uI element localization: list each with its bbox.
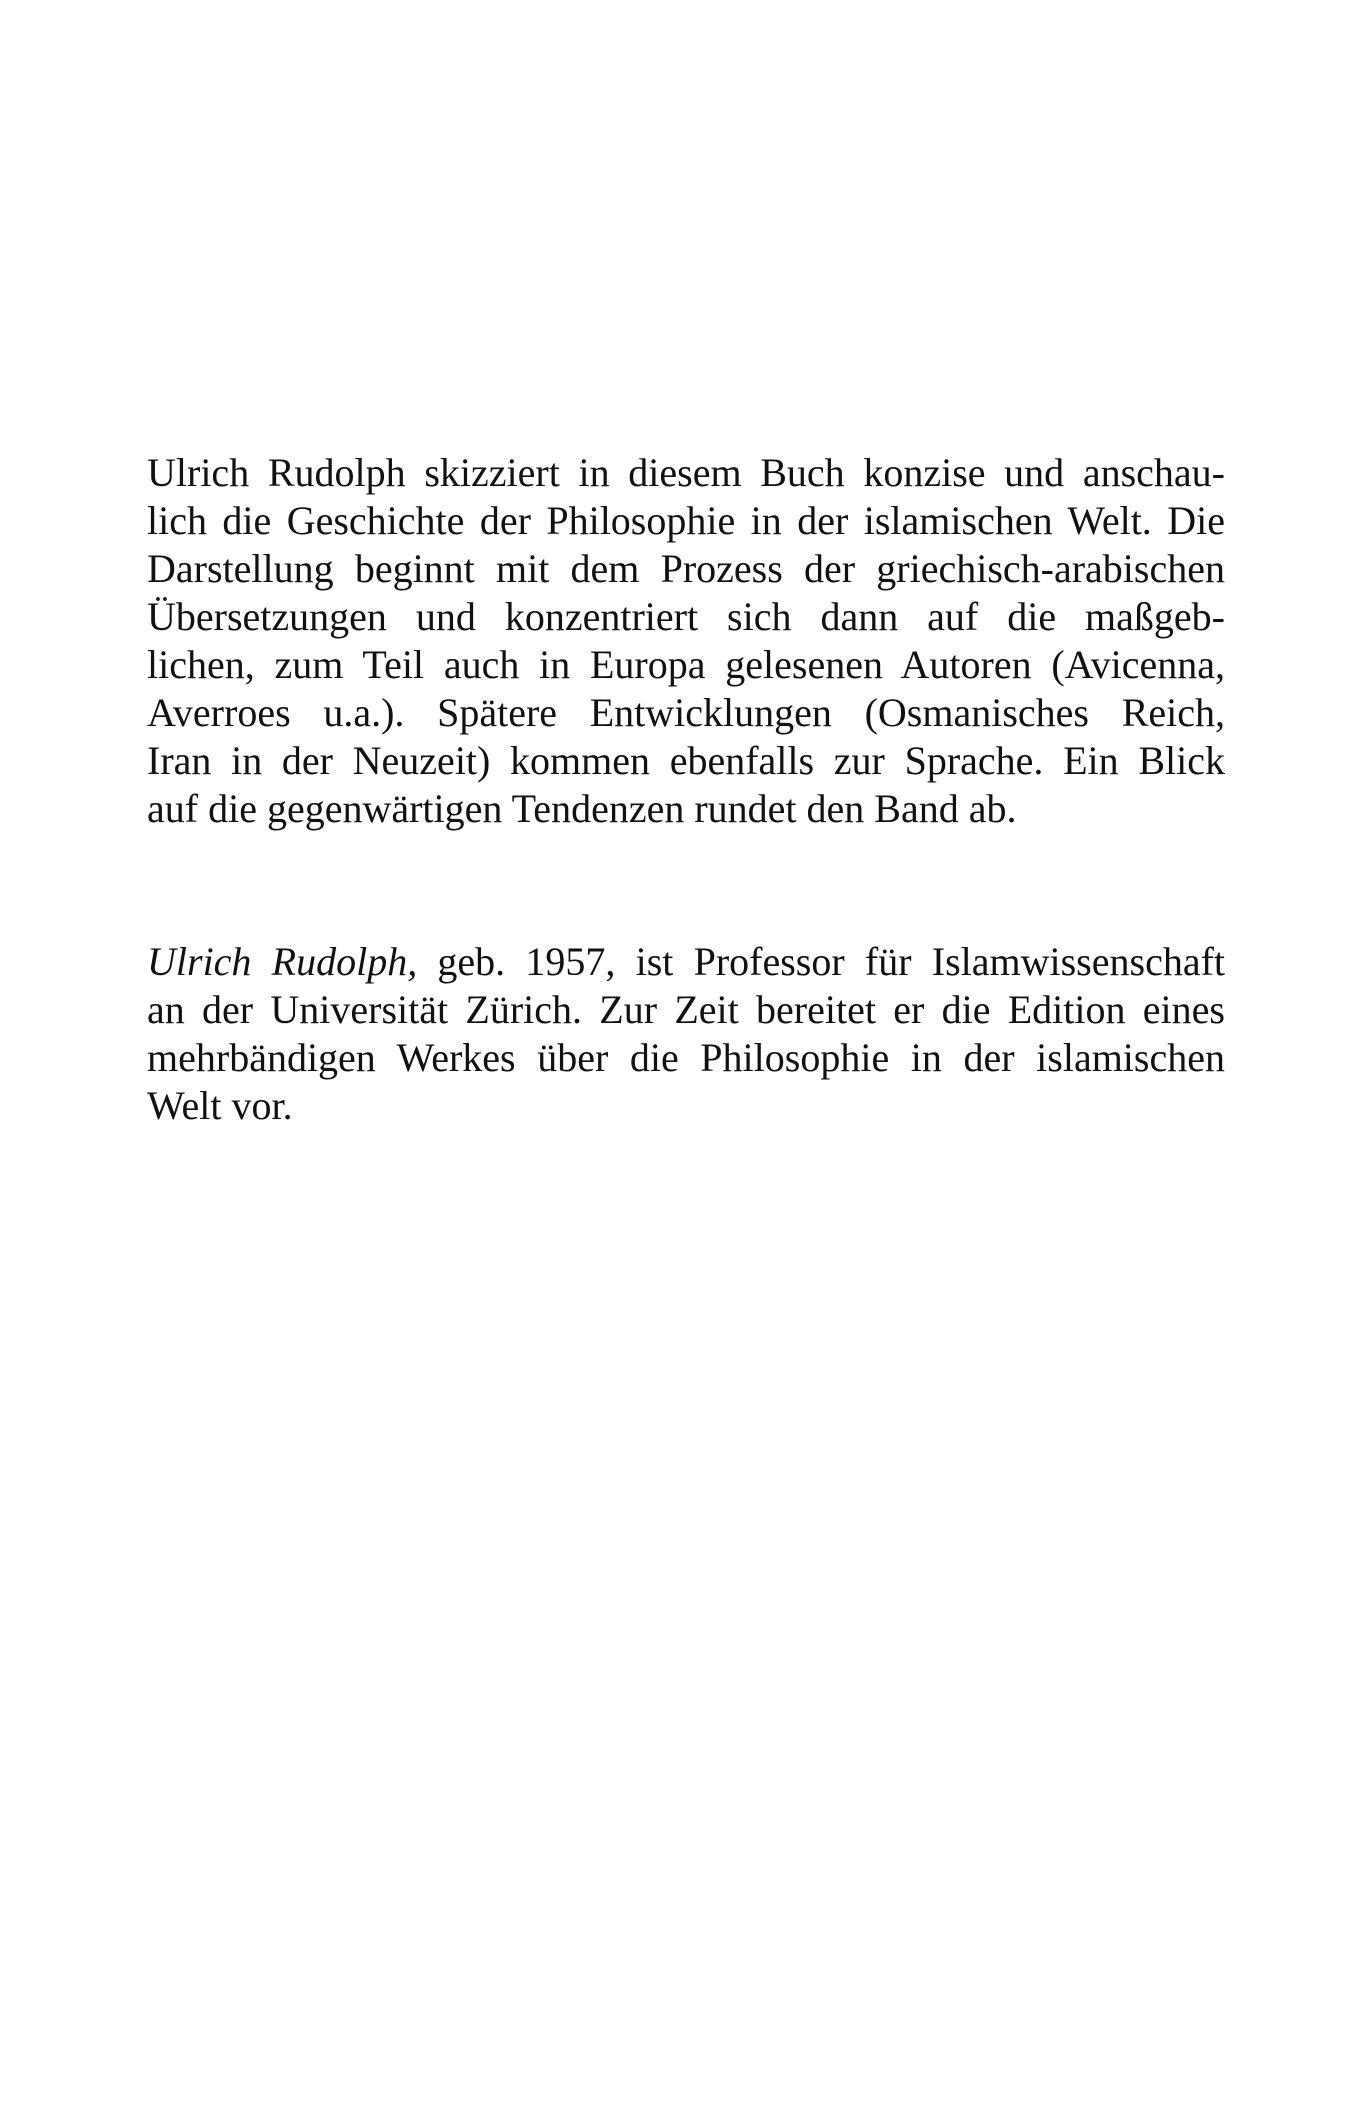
blurb-line: Iran in der Neuzeit) kommen ebenfalls zur Sprache. Ein Blick	[147, 738, 1225, 783]
book-blurb	[147, 449, 1225, 833]
blurb-line: Averroes u.a.). Spätere Entwicklungen (Osmanisches Reich,	[147, 690, 1225, 735]
blurb-line: Ulrich Rudolph skizziert in diesem Buch konzise und anschau-	[147, 450, 1225, 495]
blurb-line: Übersetzungen und konzentriert sich dann auf die maßgeb-	[147, 594, 1225, 639]
author-bio-first-line	[147, 938, 1225, 986]
author-name: Ulrich Rudolph,	[147, 939, 418, 984]
author-bio-line: mehrbändigen Werkes über die Philosophie in der islamischen	[147, 1035, 1225, 1080]
author-bio-line: an der Universität Zürich. Zur Zeit bereitet er die Edition eines	[147, 987, 1225, 1032]
author-bio-line: Welt vor.	[147, 1083, 293, 1128]
author-bio-first-line-text: geb. 1957, ist Professor für Islamwissenschaft	[417, 939, 1226, 984]
blurb-line: lichen, zum Teil auch in Europa gelesenen Autoren (Avicenna,	[147, 642, 1225, 687]
blurb-line: lich die Geschichte der Philosophie in der islamischen Welt. Die	[147, 498, 1225, 543]
blurb-line: Darstellung beginnt mit dem Prozess der griechisch-arabischen	[147, 546, 1225, 591]
blurb-line: auf die gegenwärtigen Tendenzen rundet den Band ab.	[147, 786, 1017, 831]
author-bio	[147, 938, 1225, 1130]
